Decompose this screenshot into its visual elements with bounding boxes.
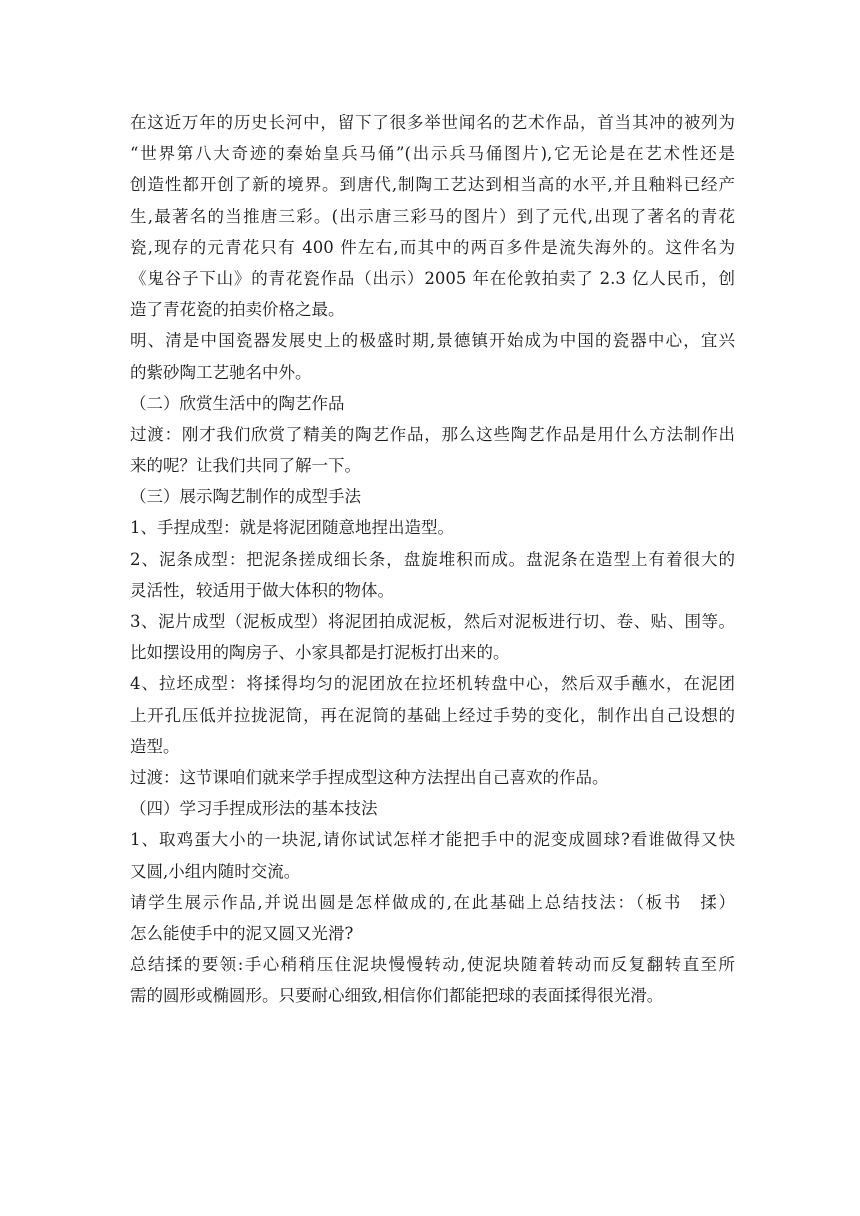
text-line: 灵活性，较适用于做大体积的物体。 xyxy=(130,580,394,600)
paragraph xyxy=(130,107,735,325)
text-line: （二）欣赏生活中的陶艺作品 xyxy=(130,393,345,413)
text-line: 《鬼谷子下山》的青花瓷作品（出示）2005 年在伦敦拍卖了 2.3 亿人民币，创 xyxy=(130,268,735,288)
text-line: 明、清是中国瓷器发展史上的极盛时期,景德镇开始成为中国的瓷器中心，宜兴 xyxy=(130,331,735,351)
text-line: 过渡：刚才我们欣赏了精美的陶艺作品，那么这些陶艺作品是用什么方法制作出 xyxy=(130,424,735,444)
text-line: 怎么能使手中的泥又圆又光滑? xyxy=(130,923,354,943)
paragraph xyxy=(130,949,735,1011)
text-line: 请学生展示作品,并说出圆是怎样做成的,在此基础上总结技法：（板书 揉） xyxy=(130,892,735,912)
text-line: 过渡：这节课咱们就来学手捏成型这种方法捏出自己喜欢的作品。 xyxy=(130,767,609,787)
text-line: （四）学习手捏成形法的基本技法 xyxy=(130,799,378,819)
text-line: 创造性都开创了新的境界。到唐代,制陶工艺达到相当高的水平,并且釉料已经产 xyxy=(130,175,735,195)
text-line: 1、手捏成型：就是将泥团随意地捏出造型。 xyxy=(130,518,454,538)
paragraph xyxy=(130,824,735,886)
text-line: 4、拉坯成型：将揉得均匀的泥团放在拉坯机转盘中心，然后双手蘸水，在泥团 xyxy=(130,674,735,694)
paragraph xyxy=(130,887,735,949)
text-line: 需的圆形或椭圆形。只要耐心细致,相信你们都能把球的表面揉得很光滑。 xyxy=(130,986,664,1006)
text-line: 在这近万年的历史长河中，留下了很多举世闻名的艺术作品，首当其冲的被列为 xyxy=(130,113,735,132)
text-line: 瓷,现存的元青花只有 400 件左右,而其中的两百多件是流失海外的。这件名为 xyxy=(130,237,735,257)
paragraph xyxy=(130,544,735,606)
paragraph xyxy=(130,325,735,387)
paragraph xyxy=(130,793,735,824)
text-line: 2、泥条成型：把泥条搓成细长条，盘旋堆积而成。盘泥条在造型上有着很大的 xyxy=(130,549,735,569)
text-line: 1、取鸡蛋大小的一块泥,请你试试怎样才能把手中的泥变成圆球?看谁做得又快 xyxy=(130,830,735,850)
text-line: 总结揉的要领:手心稍稍压住泥块慢慢转动,使泥块随着转动而反复翻转直至所 xyxy=(130,955,735,975)
paragraph xyxy=(130,388,735,419)
text-line: 比如摆设用的陶房子、小家具都是打泥板打出来的。 xyxy=(130,643,510,663)
text-line: 造了青花瓷的拍卖价格之最。 xyxy=(130,300,345,320)
text-line: 生,最著名的当推唐三彩。(出示唐三彩马的图片）到了元代,出现了著名的青花 xyxy=(130,206,735,226)
text-line: 来的呢？让我们共同了解一下。 xyxy=(130,456,361,476)
paragraph xyxy=(130,419,735,481)
text-line: （三）展示陶艺制作的成型手法 xyxy=(130,487,361,507)
text-line: 3、泥片成型（泥板成型）将泥团拍成泥板，然后对泥板进行切、卷、贴、围等。 xyxy=(130,612,735,631)
text-line: 的紫砂陶工艺驰名中外。 xyxy=(130,362,312,382)
paragraph xyxy=(130,606,735,668)
text-line: 又圆,小组内随时交流。 xyxy=(130,861,301,881)
document-body xyxy=(130,107,735,1011)
text-line: 上开孔压低并拉拢泥筒，再在泥筒的基础上经过手势的变化，制作出自己设想的 xyxy=(130,705,735,725)
text-line: 造型。 xyxy=(130,736,180,756)
paragraph xyxy=(130,481,735,512)
text-line: “世界第八大奇迹的秦始皇兵马俑”(出示兵马俑图片),它无论是在艺术性还是 xyxy=(130,144,735,164)
paragraph xyxy=(130,512,735,543)
paragraph xyxy=(130,668,735,762)
paragraph xyxy=(130,762,735,793)
